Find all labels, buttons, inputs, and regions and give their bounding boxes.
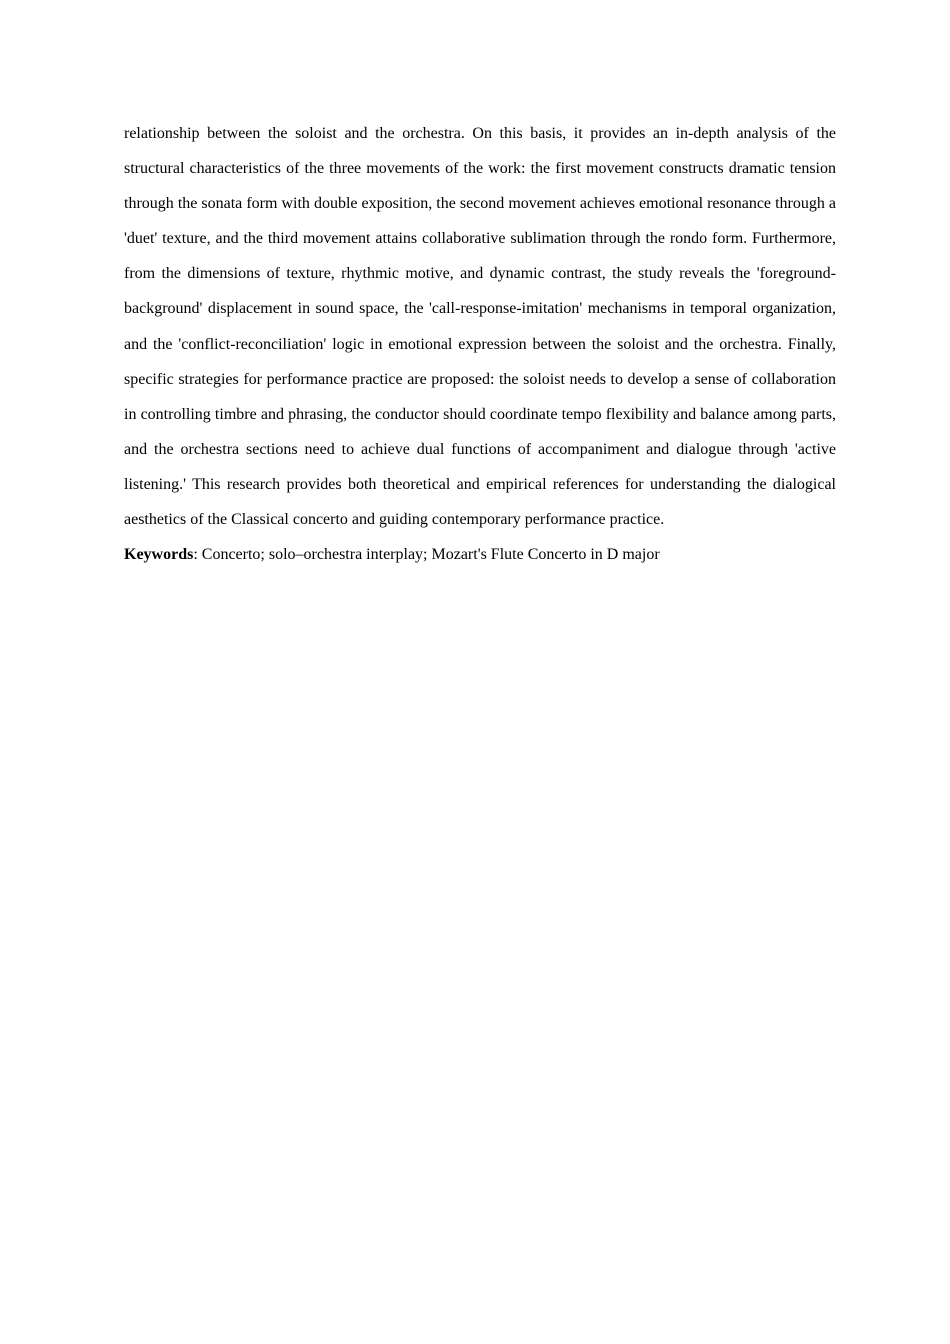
keywords-text: Concerto; solo–orchestra interplay; Mozart's Flute Concerto in D major xyxy=(201,546,660,564)
abstract-body-text: relationship between the soloist and the orchestra. On this basis, it provides an in-depth analysis of the structural characteristics of the three movements of the work: the first movement constructs dramatic tension through the sonata form with double exposition, the second movement achieves emotional resonance through a 'duet' texture, and the third movement attains collaborative sublimation through the rondo form. Furthermore, from the dimensions of texture, rhythmic motive, and dynamic contrast, the study reveals the 'foreground-background' displacement in sound space, the 'call-response-imitation' mechanisms in temporal organization, and the 'conflict-reconciliation' logic in emotional expression between the soloist and the orchestra. Finally, specific strategies for performance practice are proposed: the soloist needs to develop a sense of collaboration in controlling timbre and phrasing, the conductor should coordinate tempo flexibility and balance among parts, and the orchestra sections need to achieve dual functions of accompaniment and dialogue through 'active listening.' This research provides both theoretical and empirical references for understanding the dialogical aesthetics of the Classical concerto and guiding contemporary performance practice. xyxy=(124,125,836,529)
abstract-section xyxy=(124,116,836,572)
keywords-line xyxy=(124,537,836,572)
keywords-separator: : xyxy=(193,546,202,564)
keywords-label: Keywords xyxy=(124,546,194,564)
